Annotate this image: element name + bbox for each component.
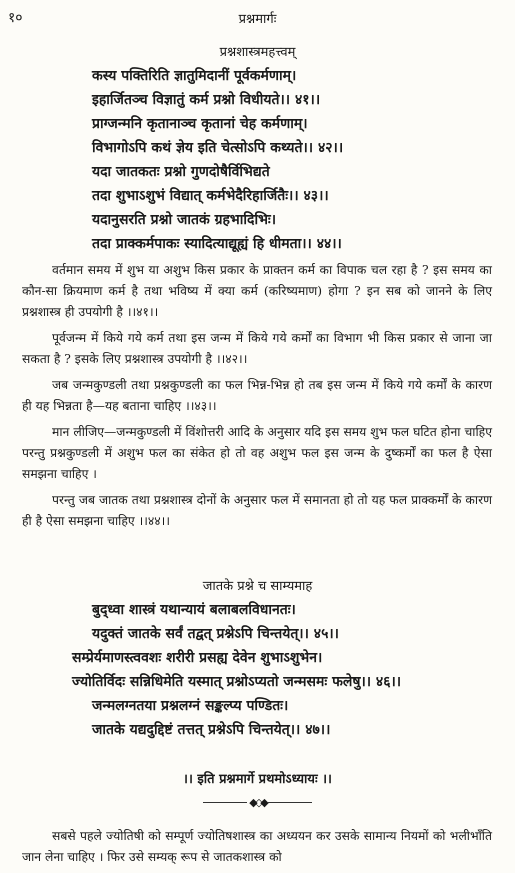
- commentary-paragraph: परन्तु जब जातक तथा प्रश्नशास्त्र दोनों के अनुसार फल में समानता हो तो यह फल प्राक्कर्मों के कारण ही है ऐसा समझना चाहिए ।।४४।।: [22, 493, 492, 528]
- running-head: प्रश्नमार्गः: [238, 12, 277, 27]
- verse-line: यदा जातकतः प्रश्नो गुणदोषैर्विभिद्यते: [92, 164, 270, 180]
- verse-line: विभागोऽपि कथं ज्ञेय इति चेत्सोऽपि कथ्यते।। ४२।।: [92, 140, 344, 156]
- chapter-colophon: ।। इति प्रश्नमार्गे प्रथमोऽध्यायः ।।: [183, 772, 332, 787]
- section-title-2: जातके प्रश्ने च साम्यमाह: [202, 579, 313, 594]
- verse-line: प्राग्जन्मनि कृतानाञ्च कृतानां चेह कर्मणाम्।: [92, 116, 308, 132]
- commentary-paragraph: जब जन्मकुण्डली तथा प्रश्नकुण्डली का फल भिन्न-भिन्न हो तब इस जन्म में किये गये कर्मों के कारण ही यह भिन्नता है—यह बताना चाहिए ।।४३।।: [22, 378, 492, 413]
- ornament-line: [203, 802, 247, 803]
- verse-line: इहार्जितञ्च विज्ञातुं कर्म प्रश्नो विधीयते।। ४१।।: [92, 92, 321, 108]
- verse-line: तदा प्राक्कर्मपाकः स्यादित्याद्यूह्यं हि धीमता।। ४४।।: [92, 236, 342, 252]
- commentary-paragraph: मान लीजिए—जन्मकुण्डली में विंशोत्तरी आदि के अनुसार यदि इस समय शुभ फल घटित होना चाहिए परन्तु प्रश्नकुण्डली में अशुभ फल का संकेत हो तो वह अशुभ फल इस जन्म के दुष्कर्मों का फल है ऐसा समझना चाहिए ।: [22, 425, 492, 481]
- verse-line: जन्मलग्नतया प्रश्नलग्नं सङ्कल्प्य पण्डितः।: [92, 698, 289, 714]
- verse-line: तदा शुभाऽशुभं विद्यात् कर्मभेदैरिहार्जितैः।। ४३।।: [92, 188, 329, 204]
- verse-line: बुद्ध्वा शास्त्रं यथान्यायं बलाबलविधानतः।: [92, 602, 296, 618]
- verse-block-1: [0, 64, 515, 256]
- verse-line: कस्य पक्तिरिति ज्ञातुमिदानीं पूर्वकर्मणाम्।: [92, 68, 297, 84]
- verse-line: यदुक्तं जातके सर्वं तद्वत् प्रश्नेऽपि चिन्तयेत्।। ४५।।: [92, 626, 339, 642]
- commentary-paragraph: सबसे पहले ज्योतिषी को सम्पूर्ण ज्योतिषशास्त्र का अध्ययन कर उसके सामान्य नियमों को भलीभाँति जान लेना चाहिए । फिर उसे सम्यक् रूप से जातकशास्त्र को: [22, 829, 492, 864]
- ornament-divider: [0, 794, 515, 810]
- ornament-line: [268, 802, 312, 803]
- verse-line: यदानुसरति प्रश्नो जातकं ग्रहभादिभिः।: [92, 212, 277, 228]
- page-number: १०: [8, 10, 23, 26]
- commentary-paragraph: पूर्वजन्म में किये गये कर्म तथा इस जन्म में किये गये कर्मों का विभाग भी किस प्रकार से जाना जा सकता है ? इसके लिए प्रश्नशास्त्र उपयोगी है ।।४२।।: [22, 331, 492, 366]
- verse-line: जातके यद्यदुद्दिष्टं तत्तत् प्रश्नेऽपि चिन्तयेत्।। ४७।।: [92, 722, 331, 738]
- ornament-diamond-icon: ◆◇◆: [249, 795, 266, 809]
- verse-line: ज्योतिर्विदः सन्निधिमेति यस्मात् प्रश्नोऽप्यतो जन्मसमः फलेषु।। ४६।।: [72, 674, 402, 690]
- verse-block-2: [0, 598, 515, 742]
- commentary-block-1: [22, 260, 492, 537]
- commentary-paragraph: वर्तमान समय में शुभ या अशुभ किस प्रकार के प्राक्तन कर्म का विपाक चल रहा है ? इस समय का कौन-सा क्रियमाण कर्म है तथा भविष्य में क्या कर्म (करिष्यमाण) होगा ? इन सब को जानने के लिए प्रश्नशास्त्र ही उपयोगी है ।।४१।।: [22, 263, 492, 319]
- commentary-block-2: [22, 826, 492, 873]
- verse-line: सम्प्रेर्यमाणस्त्ववशः शरीरी प्रसह्य देवेन शुभाऽशुभेन।: [72, 650, 323, 666]
- section-title-1: प्रश्नशास्त्रमहत्त्वम्: [219, 45, 296, 60]
